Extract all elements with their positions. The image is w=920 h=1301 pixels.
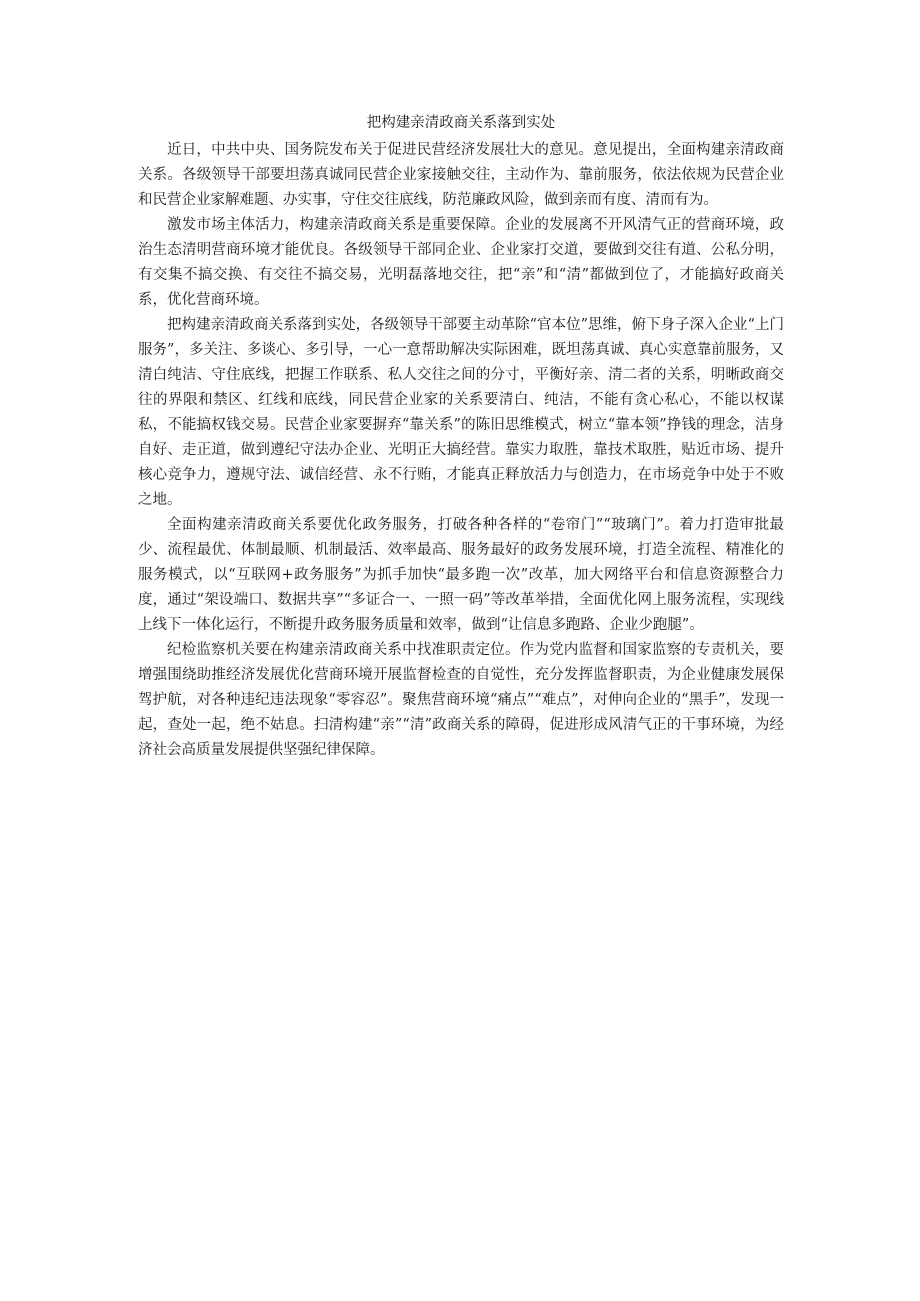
document-title: 把构建亲清政商关系落到实处 <box>366 115 556 131</box>
paragraph-4: 全面构建亲清政商关系要优化政务服务，打破各种各样的“卷帘门”“玻璃门”。着力打造审批最少、流程最优、体制最顺、机制最活、效率最高、服务最好的政务发展环境，打造全流程、精准化的服务模式，以“互联网+政务服务”为抓手加快“最多跑一次”改革，加大网络平台和信息资源整合力度，通过“架设端口、数据共享”“多证合一、一照一码”等改革举措，全面优化网上服务流程，实现线上线下一体化运行，不断提升政务服务质量和效率，做到“让信息多跑路、企业少跑腿”。 <box>138 517 784 633</box>
paragraph-2: 激发市场主体活力，构建亲清政商关系是重要保障。企业的发展离不开风清气正的营商环境，政治生态清明营商环境才能优良。各级领导干部同企业、企业家打交道，要做到交往有道、公私分明，有交集不搞交换、有交往不搞交易，光明磊落地交往，把“亲”和“清”都做到位了，才能搞好政商关系，优化营商环境。 <box>138 217 784 308</box>
paragraph-5: 纪检监察机关要在构建亲清政商关系中找准职责定位。作为党内监督和国家监察的专责机关，要增强围绕助推经济发展优化营商环境开展监督检查的自觉性，充分发挥监督职责，为企业健康发展保驾护航，对各种违纪违法现象“零容忍”。聚焦营商环境“痛点”“难点”，对伸向企业的“黑手”，发现一起，查处一起，绝不姑息。扫清构建“亲”“清”政商关系的障碍，促进形成风清气正的干事环境，为经济社会高质量发展提供坚强纪律保障。 <box>138 642 784 758</box>
document-body <box>138 111 784 763</box>
paragraph-1: 近日，中共中央、国务院发布关于促进民营经济发展壮大的意见。意见提出，全面构建亲清政商关系。各级领导干部要坦荡真诚同民营企业家接触交往，主动作为、靠前服务，依法依规为民营企业和民营企业家解难题、办实事，守住交往底线，防范廉政风险，做到亲而有度、清而有为。 <box>138 142 784 208</box>
paragraph-3: 把构建亲清政商关系落到实处，各级领导干部要主动革除“官本位”思维，俯下身子深入企业“上门服务”，多关注、多谈心、多引导，一心一意帮助解决实际困难，既坦荡真诚、真心实意靠前服务，又清白纯洁、守住底线，把握工作联系、私人交往之间的分寸，平衡好亲、清二者的关系，明晰政商交往的界限和禁区、红线和底线，同民营企业家的关系要清白、纯洁，不能有贪心私心，不能以权谋私，不能搞权钱交易。民营企业家要摒弃“靠关系”的陈旧思维模式，树立“靠本领”挣钱的理念，洁身自好、走正道，做到遵纪守法办企业、光明正大搞经营。靠实力取胜，靠技术取胜，贴近市场、提升核心竞争力，遵规守法、诚信经营、永不行贿，才能真正释放活力与创造力，在市场竞争中处于不败之地。 <box>138 317 784 508</box>
